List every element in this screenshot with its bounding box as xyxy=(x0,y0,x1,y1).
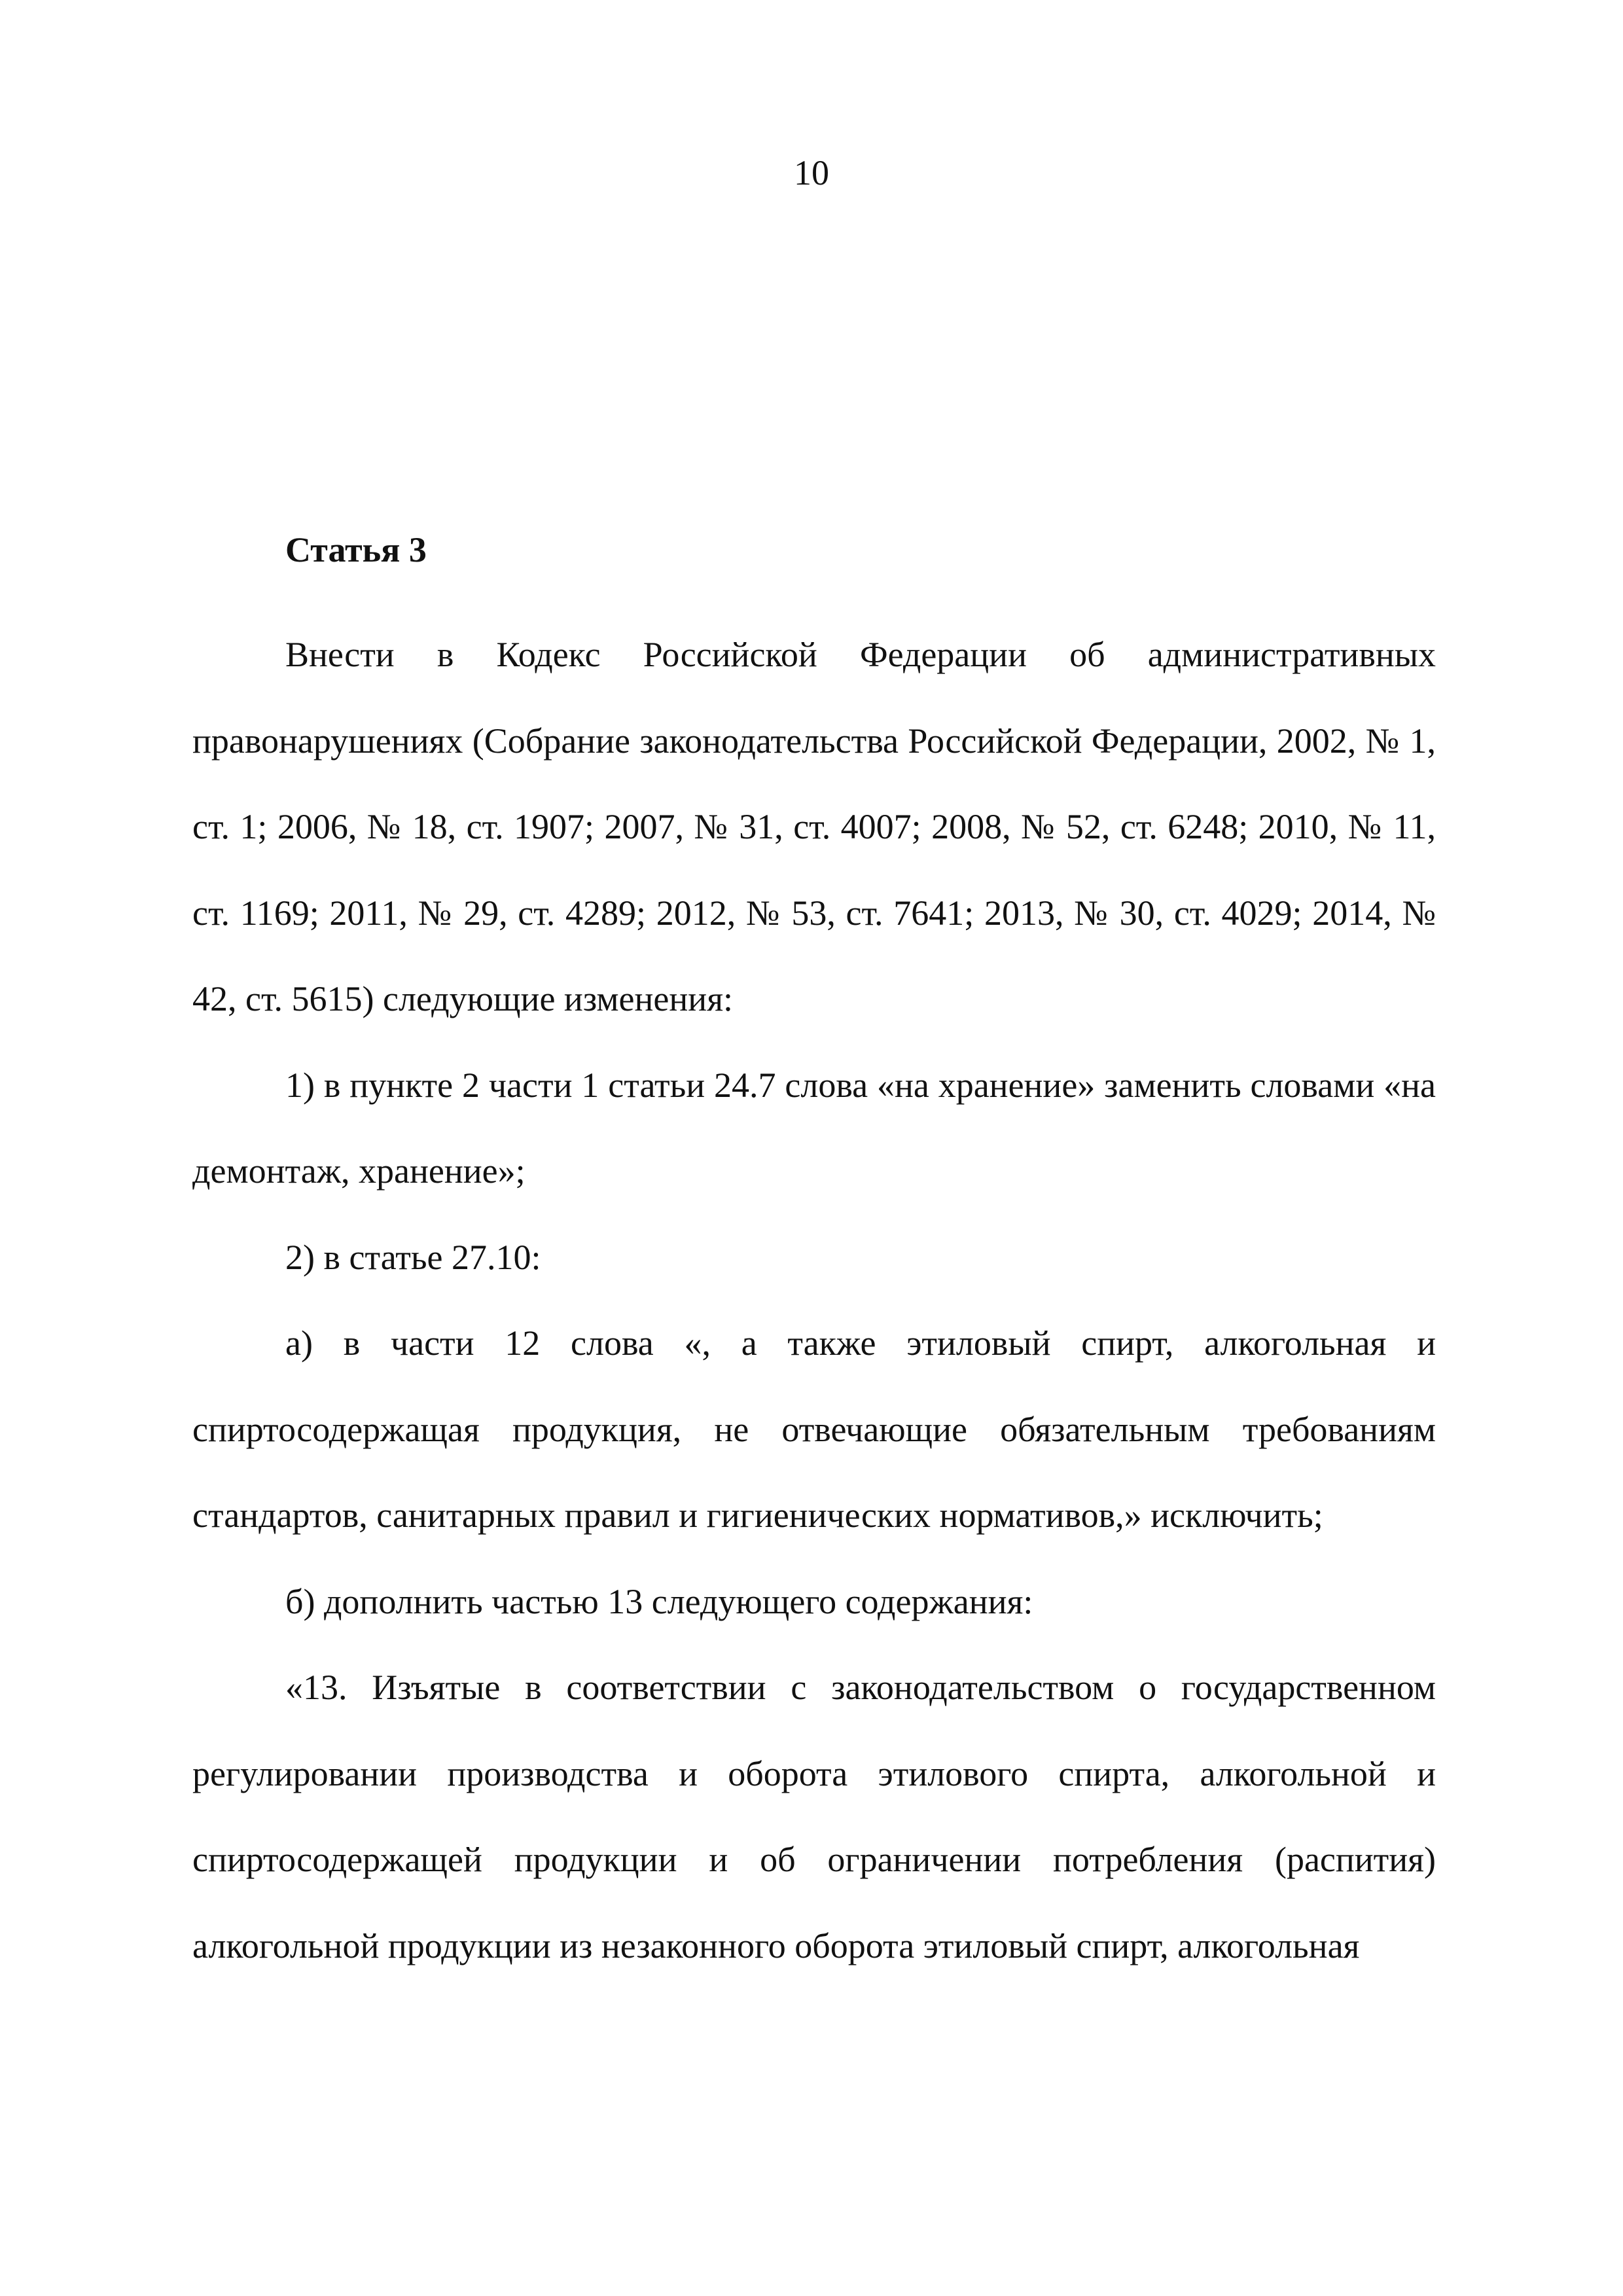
paragraph-intro: Внести в Кодекс Российской Федерации об административных правонарушениях (Собрание законодательства Российской Федерации, 2002, № 1, ст. 1; 2006, № 18, ст. 1907; 2007, № 31, ст. 4007; 2008, № 52, ст. 6248; 2010, № 11, ст. 1169; 2011, № 29, ст. 4289; 2012, № 53, ст. 7641; 2013, № 30, ст. 4029; 2014, № 42, ст. 5615) следующие изменения: xyxy=(192,635,1436,1018)
paragraph-part-13: «13. Изъятые в соответствии с законодательством о государственном регулировании производства и оборота этилового спирта, алкогольной и спиртосодержащей продукции и об ограничении потребления (распития) алкогольной продукции из незаконного оборота этиловый спирт, алкогольная xyxy=(192,1668,1436,1965)
paragraph-item-1: 1) в пункте 2 части 1 статьи 24.7 слова «на хранение» заменить словами «на демонтаж, хранение»; xyxy=(192,1065,1436,1191)
page-number: 10 xyxy=(794,153,829,192)
body-text xyxy=(192,612,1436,1989)
paragraph-subitem-b: б) дополнить частью 13 следующего содержания: xyxy=(285,1581,1033,1621)
article-heading: Статья 3 xyxy=(285,530,427,569)
paragraph-subitem-a: а) в части 12 слова «, а также этиловый спирт, алкогольная и спиртосодержащая продукция, не отвечающие обязательным требованиям стандартов, санитарных правил и гигиенических нормативов,» исключить; xyxy=(192,1323,1436,1535)
paragraph-item-2: 2) в статье 27.10: xyxy=(285,1237,541,1277)
